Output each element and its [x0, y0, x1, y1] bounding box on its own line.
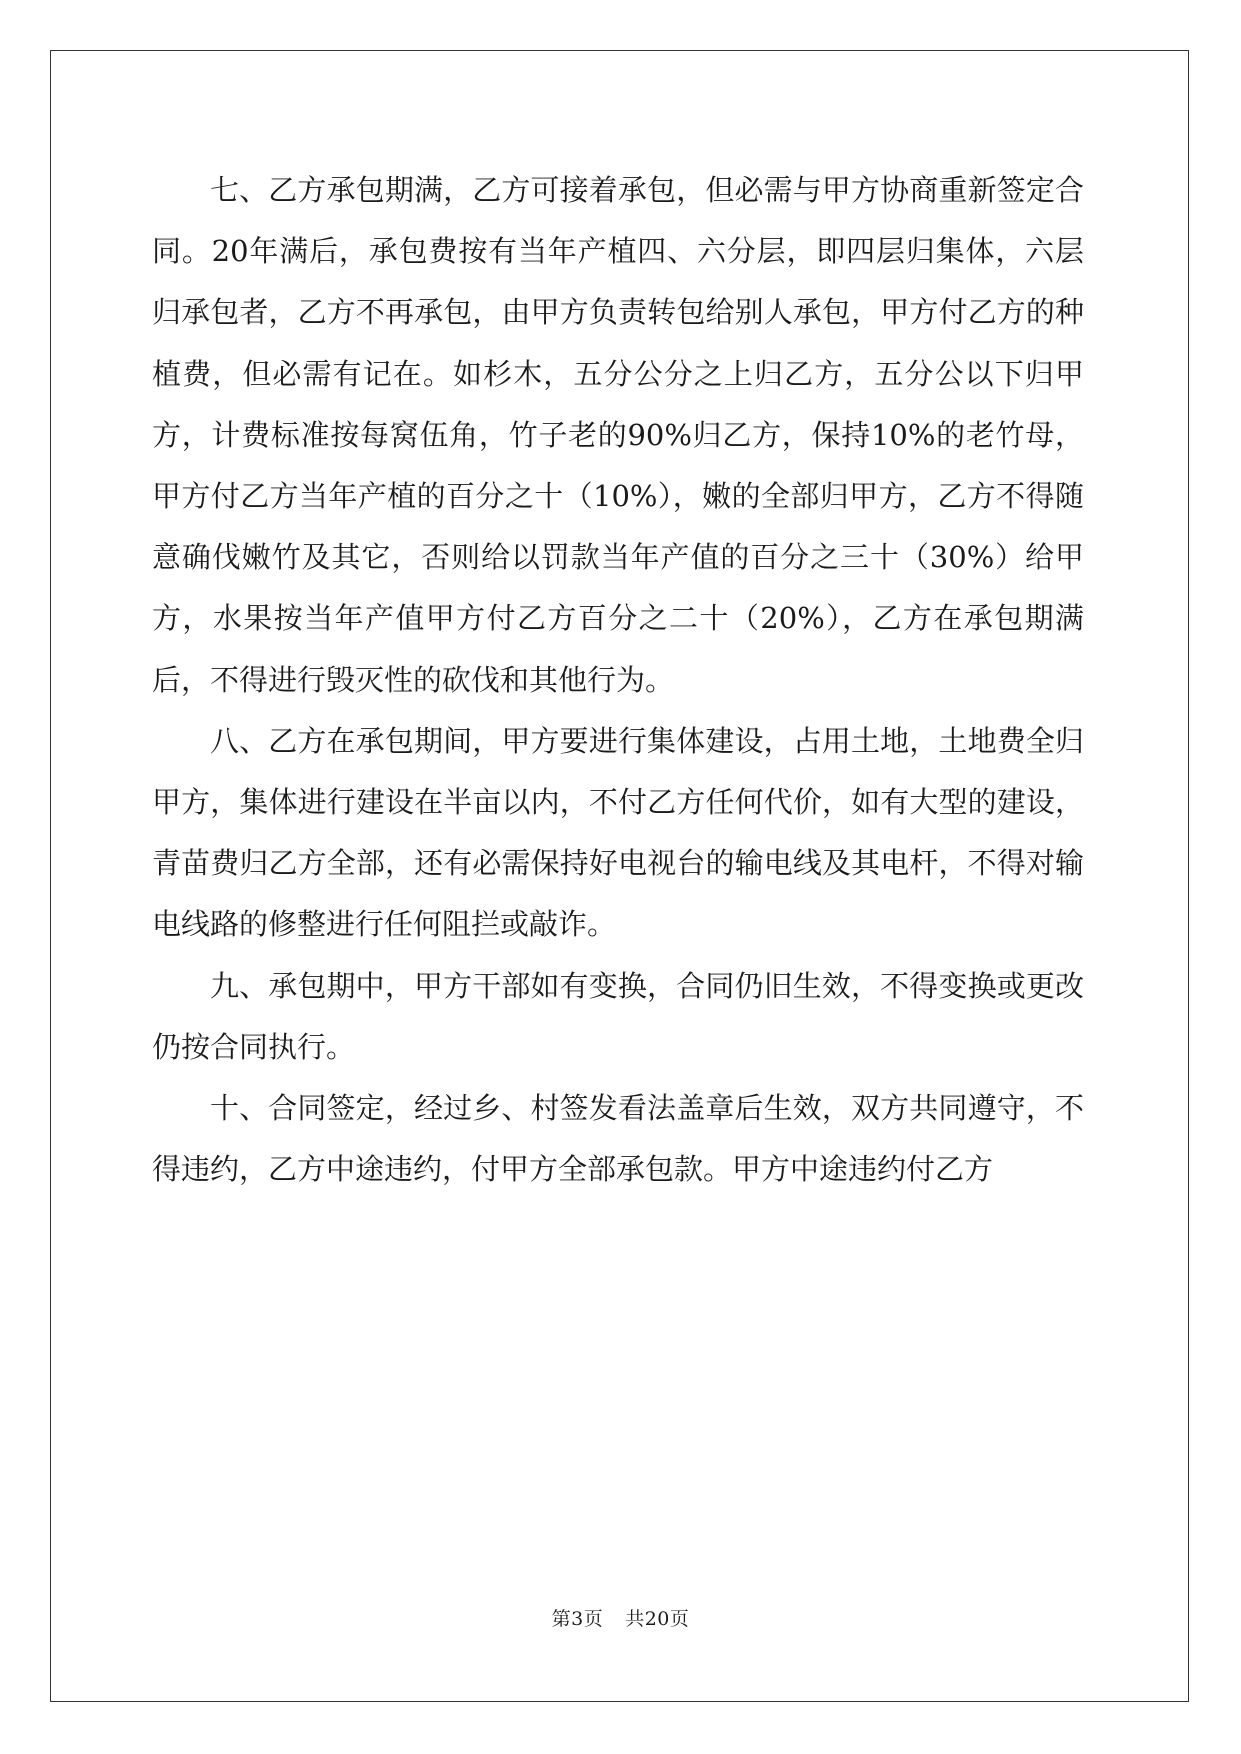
clause-7: 七、乙方承包期满，乙方可接着承包，但必需与甲方协商重新签定合同。20年满后，承包费按有当年产植四、六分层，即四层归集体，六层归承包者，乙方不再承包，由甲方负责转包给别人承包，甲方付乙方的种植费，但必需有记在。如杉木，五分公分之上归乙方，五分公以下归甲方，计费标准按每窝伍角，竹子老的90%归乙方，保持10%的老竹母，甲方付乙方当年产植的百分之十（10%），嫩的全部归甲方，乙方不得随意确伐嫩竹及其它，否则给以罚款当年产值的百分之三十（30%）给甲方，水果按当年产值甲方付乙方百分之二十（20%），乙方在承包期满后，不得进行毁灭性的砍伐和其他行为。 [152, 173, 1084, 697]
page-footer [0, 1604, 1241, 1631]
document-body [152, 160, 1084, 1200]
clause-9: 九、承包期中，甲方干部如有变换，合同仍旧生效，不得变换或更改仍按合同执行。 [152, 968, 1084, 1064]
page-total: 共20页 [625, 1608, 690, 1630]
clause-10: 十、合同签定，经过乡、村签发看法盖章后生效，双方共同遵守，不得违约，乙方中途违约，付甲方全部承包款。甲方中途违约付乙方 [152, 1091, 1084, 1187]
page-number: 第3页 [551, 1608, 604, 1630]
clause-8: 八、乙方在承包期间，甲方要进行集体建设，占用土地，土地费全归甲方，集体进行建设在半亩以内，不付乙方任何代价，如有大型的建设，青苗费归乙方全部，还有必需保持好电视台的输电线及其电杆，不得对输电线路的修整进行任何阻拦或敲诈。 [152, 723, 1084, 942]
